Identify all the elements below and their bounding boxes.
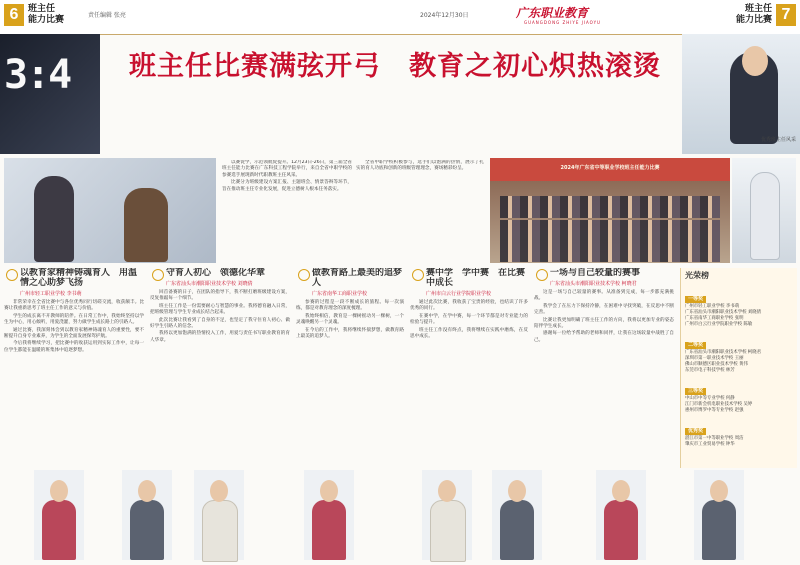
clock-display-text: 3:4 [4, 52, 71, 98]
group-photo-banner: 2024年广东省中等职业学校班主任能力比赛 [560, 165, 660, 171]
article-title: 守育人初心 领德化华章 [150, 268, 290, 278]
article-paragraph: 我始终相信，教育是一棵树摇动另一棵树，一个灵魂唤醒另一个灵魂。 [296, 313, 404, 326]
photo-row-back [500, 196, 720, 218]
article-title: 一场与自己较量的赛事 [534, 268, 674, 278]
portrait-photo [492, 470, 542, 560]
section-label-left-line1: 班主任 [28, 4, 56, 14]
award-name: 广州市白云行业学院职业学校 陈敏 [685, 322, 753, 327]
article-author: 广东省南华工商职业学校 [312, 291, 368, 297]
section-label-left-line2: 能力比赛 [28, 15, 65, 25]
intro-paragraph: 比赛分为班级建设方案汇报、主题班会、情景答辩等环节，旨在推动班主任专业化发展，促进立德树人根本任务落实。 [222, 180, 352, 192]
award-name: 佛山市顺德区职业技术学校 黄伟 [685, 362, 748, 367]
article-paragraph: 回首备赛的日子，在团队的指导下，我不断打磨班级建设方案，反复推敲每一个细节。 [150, 290, 290, 302]
article-4 [410, 268, 528, 466]
group-photo [490, 158, 730, 263]
article-paragraph: 班主任工作没有终点，我将继续在实践中磨炼，在反思中成长。 [410, 327, 528, 340]
portrait-photo [694, 470, 744, 560]
award-name: 东莞市电子科技学校 林芳 [685, 368, 735, 373]
section-label-right [736, 4, 772, 26]
section-label-left [28, 4, 64, 26]
article-paragraph: 在今后的工作中，我将继续怀揣梦想，做教育路上最美的追梦人。 [296, 327, 404, 340]
article-author: 广州市白云行业学院职业学校 [426, 291, 492, 297]
award-group [685, 417, 793, 448]
newspaper-logo-en: GUANGDONG ZHIYE JIAOYU [524, 20, 601, 25]
award-group [685, 331, 793, 374]
award-name: 广州市轻工职业学校 李书萌 [685, 304, 740, 309]
article-body [534, 290, 674, 344]
article-paragraph: 参赛的过程是一段不断成长的旅程。每一次演练，都是对教育理念的深度梳理。 [296, 300, 404, 312]
article-author: 广州市轻工职业学校 李书萌 [20, 291, 82, 297]
article-paragraph: 我将以更加饱满的热情投入工作，用爱与责任书写职业教育的育人华章。 [150, 331, 290, 343]
article-paragraph: 学生的成长离不开教师的陪伴。在日常工作中，我始终坚持以学生为中心，用心倾听，用爱浇灌，努力做学生成长路上的引路人。 [4, 313, 144, 326]
photo-row-front [500, 242, 720, 262]
intro-paragraph: 以赛促学，示范领航促提升。12月23日-26日，第三届全省班主任能力比赛在广东科技工程学院举行，来自全省中职学校的参赛选手展现新时代职教班主任风采。 [222, 160, 352, 178]
page-number-right: 7 [776, 4, 796, 26]
issue-date: 2024年12月30日 [420, 12, 469, 19]
article-body [410, 300, 528, 340]
photo-row-middle [500, 220, 720, 242]
article-paragraph: 通过比赛，我深刻体会到以教育家精神铸魂育人的重要性，要不断提升自身专业素养，为学生的全面发展保驾护航。 [4, 327, 144, 340]
stage-photo-right [732, 158, 796, 263]
intro-paragraph: 全省中职学校积极参与，选手们以饱满的热情，展示了扎实的育人功底和创新的班级管理理念，赛场精彩纷呈。 [356, 160, 484, 172]
award-name: 广东省汕头市潮阳职业技术学校 刘晓倩 [685, 310, 762, 315]
photo-person-2 [124, 188, 168, 262]
portrait-photo [194, 470, 244, 560]
portrait-photo [122, 470, 172, 560]
article-body [4, 300, 144, 354]
award-name: 广东省南华工商职业学校 张明 [685, 316, 744, 321]
article-paragraph: 今后我将继续学习，把比赛中的收获运用到实际工作中，让每一位学生都能在温暖的班集体中追逐梦想。 [4, 341, 144, 353]
newspaper-logo: 广东职业教育 [516, 6, 589, 20]
article-paragraph: 通过此次比赛，我收获了宝贵的经验，也结识了许多优秀的同行。 [410, 300, 528, 312]
award-name: 惠州市博罗中等专业学校 赵强 [685, 408, 744, 413]
article-body [150, 290, 290, 344]
article-paragraph: 感谢每一位给予帮助的老师和同伴，让我在这场较量中战胜了自己。 [534, 331, 674, 343]
award-group-label: 优秀奖 [685, 428, 706, 435]
award-name: 湛江市第一中等职业学校 周洁 [685, 436, 744, 441]
award-group-label: 二等奖 [685, 342, 706, 349]
article-paragraph: 此次比赛让我看到了自身的不足，也坚定了我守住育人初心、做好学生引路人的信念。 [150, 317, 290, 330]
award-group-label: 一等奖 [685, 296, 706, 303]
portrait-photo [596, 470, 646, 560]
photo-person-1 [34, 176, 74, 262]
page-header [0, 0, 800, 35]
intro-text-col2 [356, 160, 484, 260]
award-name: 江门市新会机电职业技术学校 吴婷 [685, 402, 753, 407]
article-title: 做教育路上最美的追梦人 [296, 268, 404, 288]
article-author: 广东省汕头市潮阳职业技术学校 刘晓倩 [166, 281, 253, 287]
award-group-label: 三等奖 [685, 388, 706, 395]
section-label-right-line1: 班主任 [744, 4, 772, 14]
portrait-photo [34, 470, 84, 560]
article-2 [150, 268, 290, 466]
article-1 [4, 268, 144, 466]
main-headline: 班主任比赛满弦开弓 教育之初心炽热滚烫 [129, 51, 661, 82]
article-paragraph: 非常荣幸在全省比赛中与各位优秀同行切磋交流，收获颇丰。比赛让我重新思考了班主任工作的意义与价值。 [4, 300, 144, 312]
intro-photo [4, 158, 216, 263]
award-name: 肇庆市工业贸易学校 钟华 [685, 442, 735, 447]
award-group [685, 285, 793, 328]
article-paragraph: 在赛中学，在学中赛，每一个环节都是对专业能力的检验与提升。 [410, 313, 528, 326]
article-paragraph: 比赛让我更加明确了班主任工作的方向，我将以更加专业的姿态陪伴学生成长。 [534, 317, 674, 330]
article-paragraph: 我学会了在压力下保持冷静，在困难中寻找突破，在反思中不断完善。 [534, 303, 674, 316]
editor-credit: 责任编辑 张亮 [88, 12, 126, 19]
article-5 [534, 268, 674, 466]
award-name: 深圳市第一职业技术学校 王丽 [685, 356, 744, 361]
intro-text-col1 [222, 160, 352, 260]
award-name: 广东省汕头市潮阳职业技术学校 柯晓君 [685, 350, 762, 355]
article-paragraph: 这是一场与自己较量的赛事。从准备到完成，每一步都充满挑战。 [534, 290, 674, 302]
section-label-right-line2: 能力比赛 [735, 15, 772, 25]
portrait-strip [4, 470, 796, 562]
article-title: 以教育家精神铸魂育人 用温情之心助梦飞扬 [4, 268, 144, 288]
portrait-photo [304, 470, 354, 560]
article-author: 广东省汕头市潮阳职业技术学校 柯晓君 [550, 281, 637, 287]
honor-roll-title: 光荣榜 [685, 271, 709, 280]
article-title: 赛中学 学中赛 在比赛中成长 [410, 268, 528, 288]
award-name: 中山市中等专业学校 何静 [685, 396, 735, 401]
article-paragraph: 班主任工作是一份需要耐心与智慧的事业。我将德育融入日常，把班级管理与学生专业成长结合起来。 [150, 303, 290, 316]
portrait-photo [422, 470, 472, 560]
photo-person [750, 172, 780, 260]
article-3 [296, 268, 404, 466]
photo-caption: 优秀班主任风采 [760, 137, 796, 143]
page-number-left: 6 [4, 4, 24, 26]
person-face [742, 46, 768, 76]
award-group [685, 377, 793, 414]
article-body [296, 300, 404, 340]
honor-roll-sidebar [680, 268, 797, 468]
